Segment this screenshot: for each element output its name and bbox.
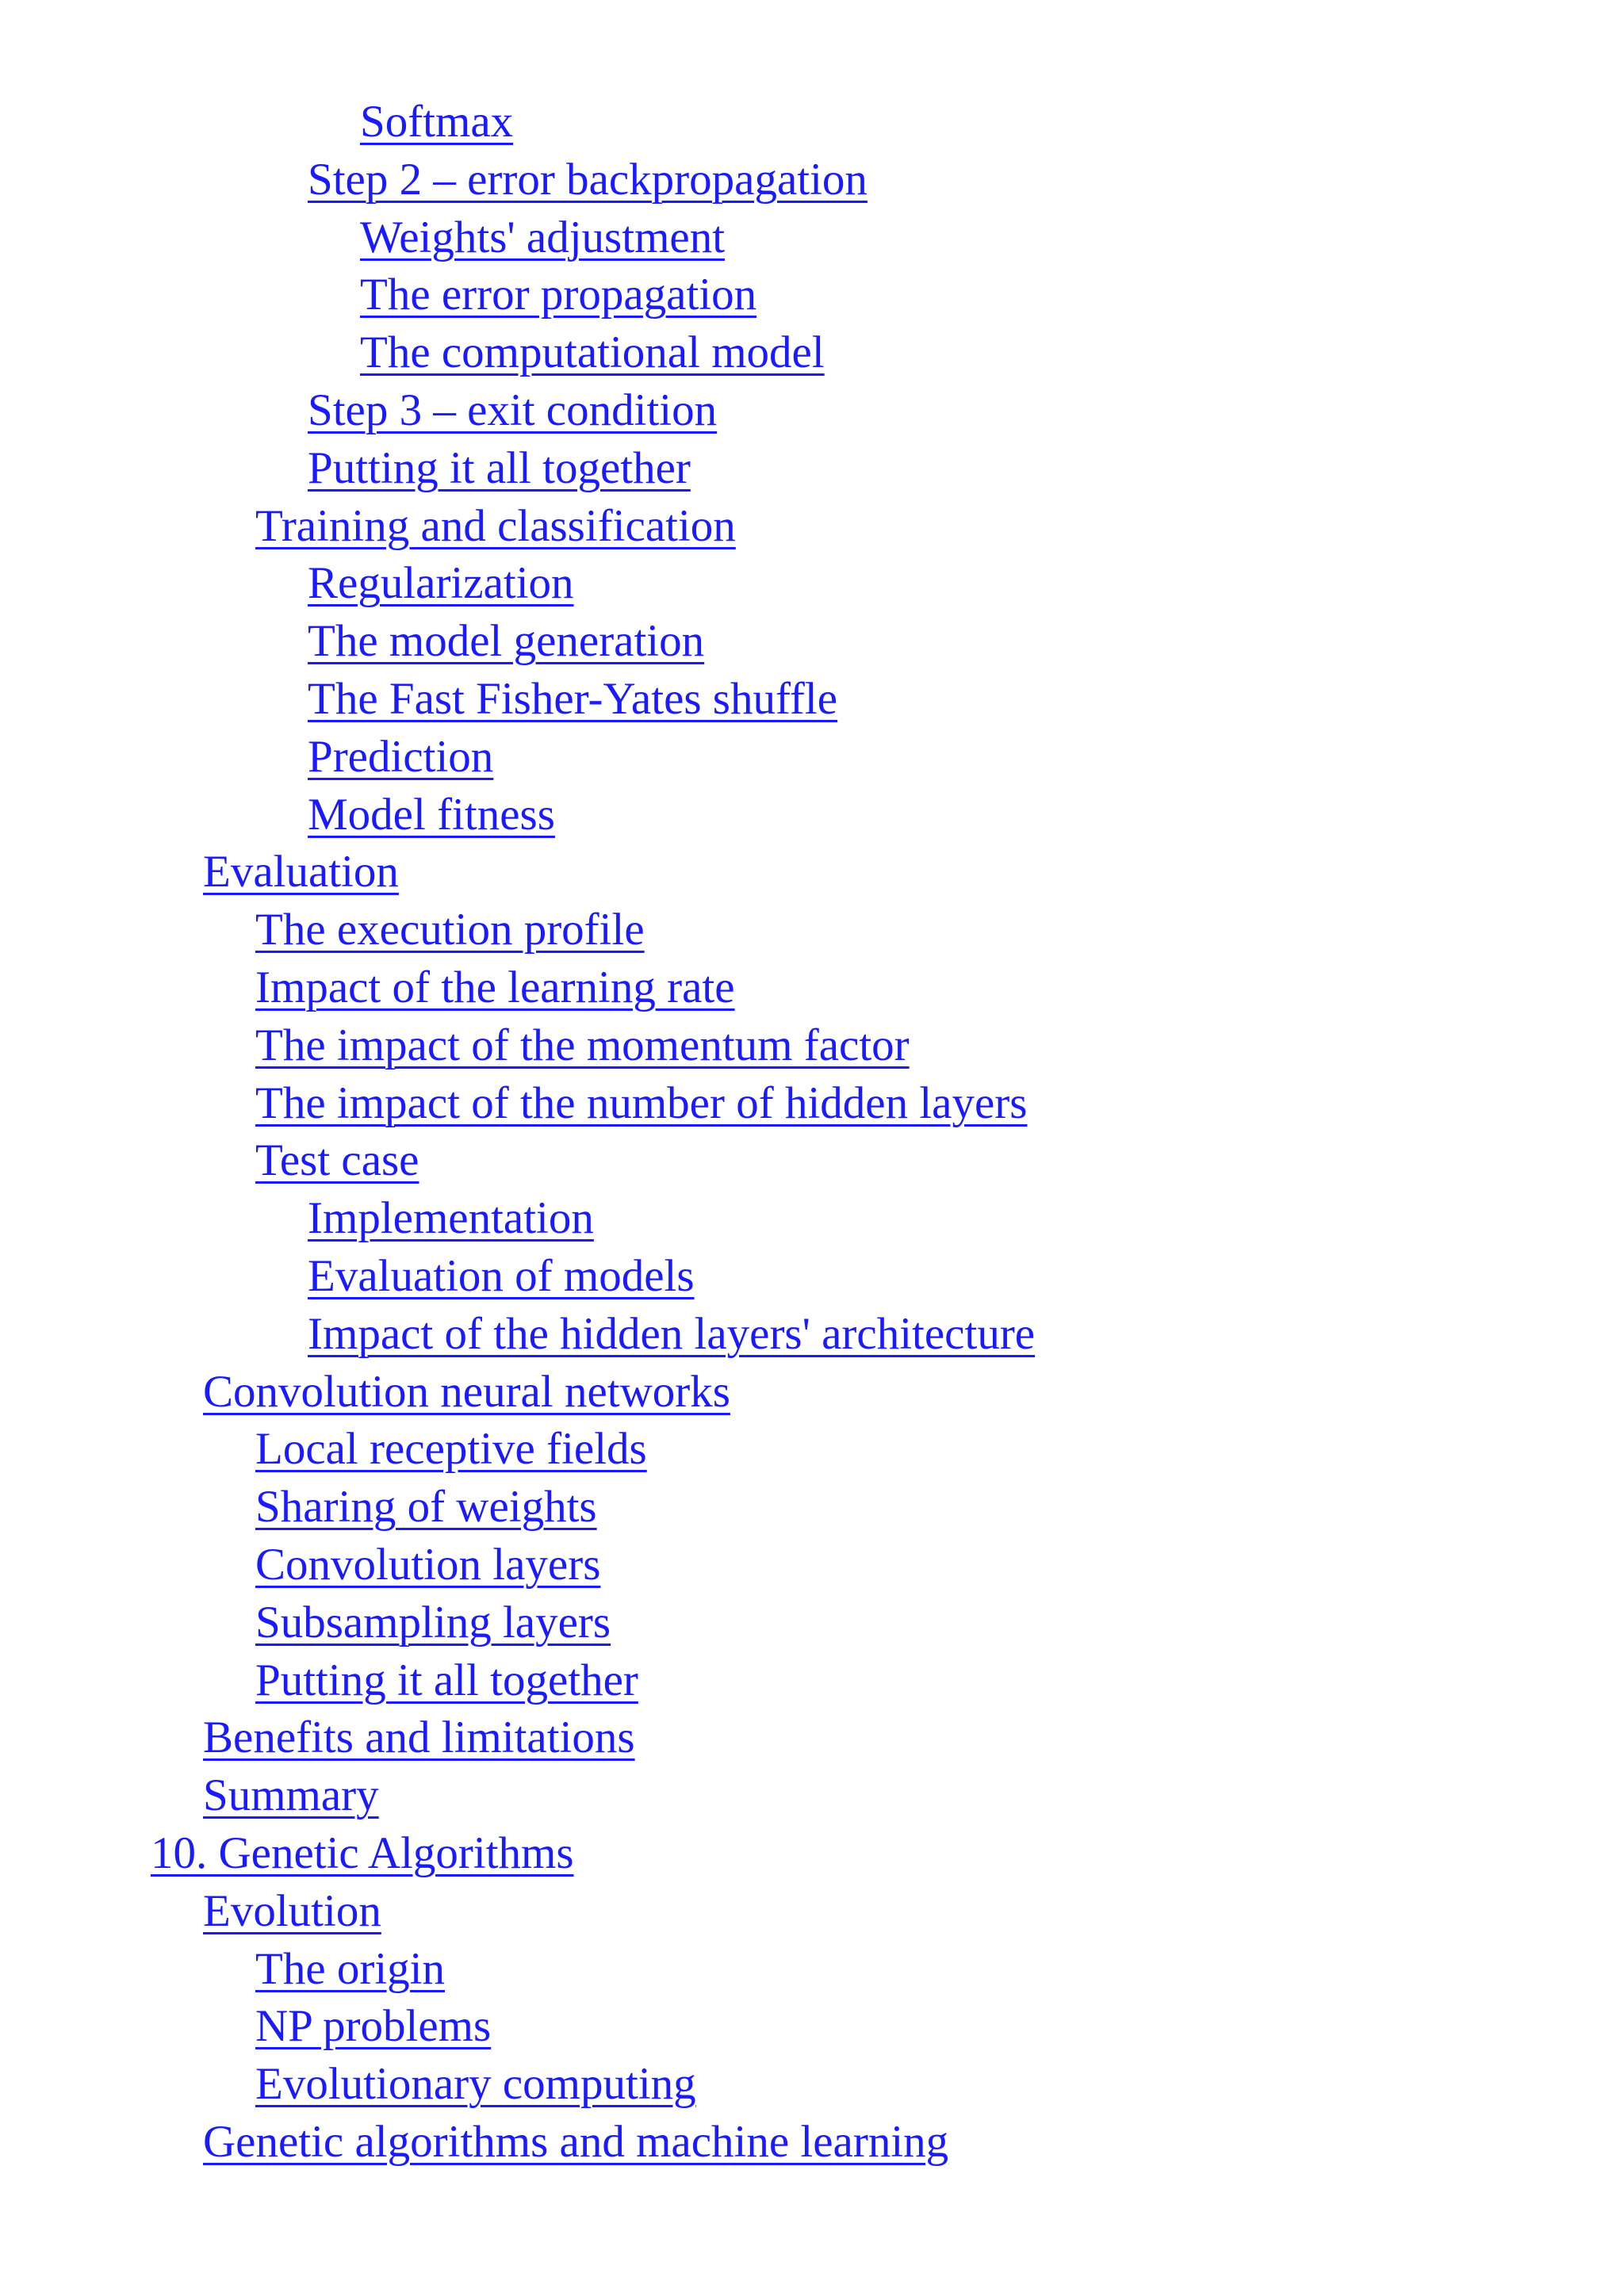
toc-link[interactable]: 10. Genetic Algorithms	[151, 1827, 574, 1878]
toc-link[interactable]: The execution profile	[255, 905, 645, 955]
toc-item	[0, 1190, 1624, 1248]
table-of-contents	[0, 94, 1624, 2172]
toc-item	[0, 266, 1624, 324]
toc-link[interactable]: Evaluation	[203, 847, 399, 897]
toc-item	[0, 729, 1624, 786]
toc-link[interactable]: Implementation	[308, 1193, 594, 1244]
toc-item	[0, 1248, 1624, 1306]
toc-link[interactable]: Convolution neural networks	[203, 1366, 730, 1417]
toc-item	[0, 671, 1624, 729]
toc-link[interactable]: Putting it all together	[308, 442, 691, 493]
toc-item	[0, 1941, 1624, 1999]
toc-link[interactable]: Weights' adjustment	[360, 212, 726, 262]
toc-item	[0, 959, 1624, 1017]
toc-item	[0, 1421, 1624, 1479]
toc-item	[0, 1364, 1624, 1422]
toc-item	[0, 1536, 1624, 1594]
toc-item	[0, 1709, 1624, 1767]
toc-item	[0, 1825, 1624, 1883]
toc-item	[0, 1767, 1624, 1825]
toc-link[interactable]: Genetic algorithms and machine learning	[203, 2116, 949, 2167]
toc-item	[0, 1479, 1624, 1536]
toc-item	[0, 901, 1624, 959]
toc-link[interactable]: Model fitness	[308, 789, 555, 840]
toc-item	[0, 1998, 1624, 2056]
toc-link[interactable]: Evaluation of models	[308, 1250, 695, 1301]
toc-item	[0, 382, 1624, 440]
toc-item	[0, 1075, 1624, 1133]
toc-link[interactable]: NP problems	[255, 2001, 492, 2052]
toc-item	[0, 555, 1624, 613]
toc-item	[0, 324, 1624, 382]
toc-link[interactable]: The origin	[255, 1943, 446, 1994]
toc-item	[0, 1017, 1624, 1075]
toc-link[interactable]: The computational model	[360, 327, 825, 378]
toc-item	[0, 613, 1624, 671]
toc-link[interactable]: Local receptive fields	[255, 1424, 647, 1475]
toc-link[interactable]: Test case	[255, 1135, 419, 1186]
toc-link[interactable]: Step 3 – exit condition	[308, 385, 718, 435]
toc-item	[0, 2056, 1624, 2114]
toc-item	[0, 1306, 1624, 1364]
toc-link[interactable]: Summary	[203, 1770, 379, 1821]
toc-item	[0, 498, 1624, 556]
toc-item	[0, 209, 1624, 267]
toc-link[interactable]: The impact of the momentum factor	[255, 1020, 910, 1070]
toc-link[interactable]: Impact of the hidden layers' architecture	[308, 1308, 1036, 1359]
toc-link[interactable]: Prediction	[308, 731, 494, 782]
toc-link[interactable]: The impact of the number of hidden layers	[255, 1077, 1028, 1128]
toc-link[interactable]: Impact of the learning rate	[255, 962, 735, 1012]
toc-item	[0, 1652, 1624, 1710]
toc-link[interactable]: Subsampling layers	[255, 1597, 611, 1647]
toc-link[interactable]: Putting it all together	[255, 1655, 638, 1705]
toc-item	[0, 94, 1624, 151]
toc-link[interactable]: Convolution layers	[255, 1539, 601, 1590]
toc-item	[0, 844, 1624, 901]
toc-item	[0, 151, 1624, 209]
toc-link[interactable]: Evolutionary computing	[255, 2059, 696, 2110]
toc-item	[0, 1132, 1624, 1190]
toc-link[interactable]: The Fast Fisher-Yates shuffle	[308, 673, 838, 724]
toc-link[interactable]: The error propagation	[360, 270, 757, 320]
toc-link[interactable]: Regularization	[308, 558, 574, 609]
toc-item	[0, 1594, 1624, 1652]
toc-link[interactable]: The model generation	[308, 616, 705, 667]
toc-item	[0, 786, 1624, 844]
toc-link[interactable]: Training and classification	[255, 500, 736, 551]
toc-item	[0, 2114, 1624, 2172]
toc-link[interactable]: Sharing of weights	[255, 1482, 597, 1533]
toc-item	[0, 1883, 1624, 1941]
toc-link[interactable]: Softmax	[360, 97, 514, 147]
toc-link[interactable]: Evolution	[203, 1885, 381, 1936]
toc-link[interactable]: Step 2 – error backpropagation	[308, 154, 868, 205]
toc-link[interactable]: Benefits and limitations	[203, 1712, 635, 1763]
toc-item	[0, 440, 1624, 498]
